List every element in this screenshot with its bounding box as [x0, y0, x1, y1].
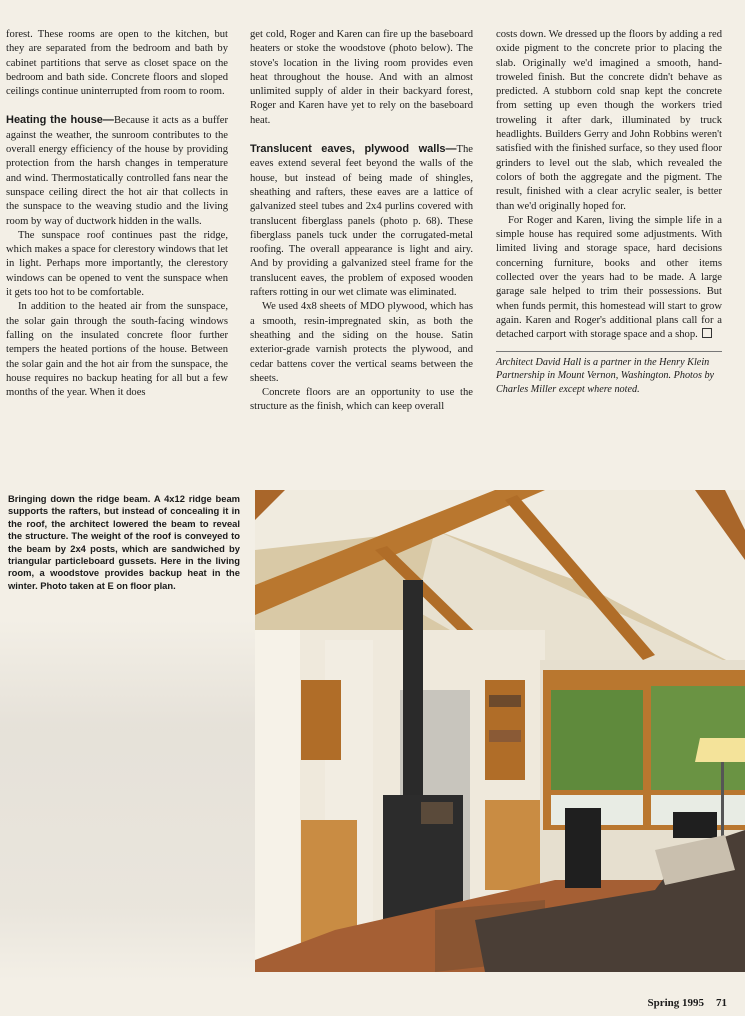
article-column-2	[250, 28, 473, 415]
stovepipe	[403, 580, 423, 800]
speaker	[565, 808, 601, 888]
living-room-photo	[255, 490, 745, 972]
show-through-shadow	[0, 620, 255, 980]
books	[489, 730, 521, 742]
speaker	[673, 812, 717, 838]
page-number: 71	[716, 997, 727, 1009]
books	[489, 695, 521, 707]
paragraph: The sunspace roof continues past the ridge, which makes a space for clerestory windows that let in light. Perhaps more importantly, the clerestory windows can be opened to vent the sunspace when it gets too hot to be comfortable.	[6, 229, 228, 299]
bookshelf	[301, 680, 341, 760]
window-pane	[551, 690, 643, 790]
paragraph: We used 4x8 sheets of MDO plywood, which has a smooth, resin-impregnated skin, as both the sheathing and the siding on the house. Satin exterior-grade varnish protects the plywood, and cedar battens cover the vertical seams between the sheets.	[250, 301, 473, 384]
article-column-3	[496, 28, 722, 396]
paragraph-text: Because it acts as a buffer against the weather, the sunroom contributes to the overall energy efficiency of the house by providing protection from the harsh changes in temperature and wind. Thermostatically controlled fans near the sunspace ceiling direct the hot air that collects in the sunspace to the weaving studio and the living room by way of ductwork hidden in the walls.	[6, 115, 229, 227]
caption-title: Bringing down the ridge beam.	[8, 493, 151, 504]
page-footer	[647, 997, 727, 1009]
issue-date: Spring 1995	[647, 997, 704, 1009]
photo-caption	[8, 493, 240, 592]
paragraph	[250, 142, 473, 300]
paragraph: costs down. We dressed up the floors by adding a red oxide pigment to the concrete prior to placing the slab. Originally we'd imagined a smooth, hand-troweled finish. But the concrete didn't behave as predicted. A stubborn cold snap kept the concrete from setting up even though the workers tried troweling it after dark, illuminated by truck headlights. Builders Gerry and John Robbins weren't satisfied with the finished surface, so they used floor grinders to level out the slab, which revealed the colors of both the aggregate and the pigment. The result, finished with a clear acrylic sealer, is better than we'd originally hoped for.	[496, 29, 722, 212]
paragraph: get cold, Roger and Karen can fire up the baseboard heaters or stoke the woodstove (photo below). The stove's location in the living room provides even heat throughout the house. And with an almost unlimited supply of alder in their backyard forest, Roger and Karen have yet to rely on the baseboard heat.	[250, 29, 473, 126]
divider	[496, 351, 722, 352]
paragraph: Concrete floors are an opportunity to use the structure as the finish, which can keep overall	[250, 387, 473, 413]
paragraph-text: The eaves extend several feet beyond the walls of the house, but instead of being made of shingles, sheathing and rafters, these eaves are a lattice of galvanized steel tubes and 2x4 purlins covered with translucent fiberglass panels (photo p. 68). These fiberglass panels tuck under the corrugated-metal roofing. The overall appearance is light and airy. And by providing a galvanized steel frame for the translucent eaves, the problem of exposed wooden rafters rotting in our wet climate was eliminated.	[250, 144, 473, 299]
paragraph: In addition to the heated air from the sunspace, the solar gain through the south-facing windows falling on the insulated concrete floor further tempers the heated portions of the house. Between the solar gain and the hot air from the sunspace, the house requires no backup heating for all but a few months of the year. When it does	[6, 301, 228, 399]
paragraph	[496, 214, 722, 343]
floor-lamp-shade	[695, 738, 745, 762]
paragraph	[6, 113, 228, 228]
section-heading: Translucent eaves, plywood walls—	[250, 143, 457, 156]
stove-window	[421, 802, 453, 824]
paragraph-text: For Roger and Karen, living the simple life in a simple house has required some adjustments. With limited living and storage space, hard decisions concerning furniture, books and other items collected over the years had to be made. A large garage sale helped to trim their possessions. But when funds permit, this homestead will start to grow again. Karen and Roger's additional plans call for a detached carport with storage space and a shop.	[496, 214, 722, 341]
living-room-illustration	[255, 490, 745, 972]
section-heading: Heating the house—	[6, 114, 114, 127]
caption-text: A 4x12 ridge beam supports the rafters, but instead of concealing it in the roof, the architect lowered the beam to reveal the structure. The weight of the roof is conveyed to the beam by 2x4 posts, which are sandwiched by triangular particleboard gussets. Here in the living room, a woodstove provides backup heat in the winter. Photo taken at E on floor plan.	[8, 493, 240, 591]
cabinet	[485, 800, 540, 890]
column	[255, 630, 300, 970]
paragraph: forest. These rooms are open to the kitchen, but they are separated from the bedroom and bath by cabinet partitions that serve as closet space on the bedroom and bath side. Concrete floors and sloped ceilings continue uninterrupted from room to room.	[6, 29, 228, 98]
author-credit: Architect David Hall is a partner in the Henry Klein Partnership in Mount Vernon, Washington. Photos by Charles Miller except where noted.	[496, 356, 715, 395]
end-of-article-icon	[702, 328, 712, 338]
article-column-1	[6, 28, 228, 400]
